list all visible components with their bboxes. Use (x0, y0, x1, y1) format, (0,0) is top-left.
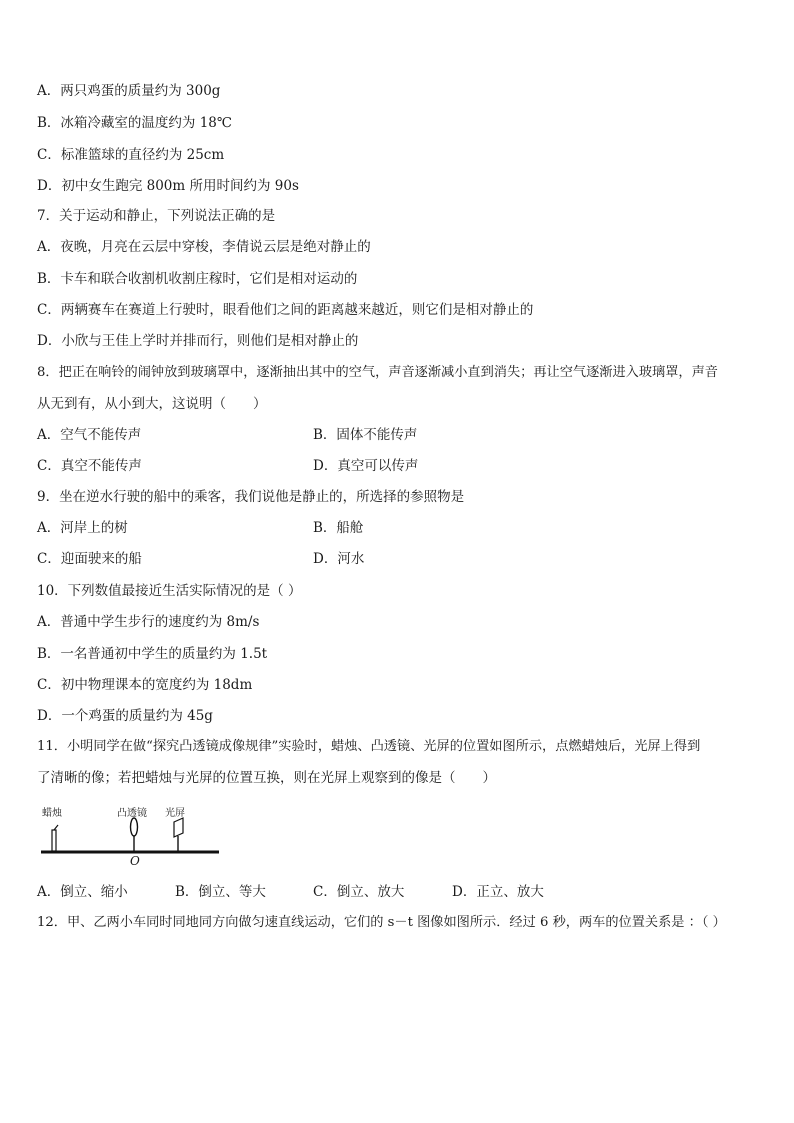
q10-option-a: A．普通中学生步行的速度约为 8m/s (37, 614, 260, 630)
q6-option-b: B．冰箱冷藏室的温度约为 18℃ (37, 115, 232, 131)
candle-flame-icon (54, 825, 58, 830)
q10-stem: 10．下列数值最接近生活实际情况的是（ ） (37, 583, 302, 599)
q6-option-d: D．初中女生跑完 800m 所用时间约为 90s (37, 178, 299, 194)
q9-option-d: D．河水 (313, 551, 365, 567)
q12-stem: 12．甲、乙两小车同时同地同方向做匀速直线运动，它们的 s－t 图像如图所示．经过 6 秒，两车的位置关系是 ：（ ） (37, 915, 726, 930)
q7-option-d: D．小欣与王佳上学时并排而行，则他们是相对静止的 (37, 333, 359, 349)
q7-stem: 7．关于运动和静止，下列说法正确的是 (37, 208, 276, 224)
q10-option-c: C．初中物理课本的宽度约为 18dm (37, 677, 253, 693)
q8-option-b: B．固体不能传声 (313, 427, 418, 443)
q9-option-b: B．船舱 (313, 520, 364, 536)
q9-option-c: C．迎面驶来的船 (37, 551, 142, 567)
candle-label: 蜡烛 (42, 808, 62, 819)
q10-option-b: B．一名普通初中学生的质量约为 1.5t (37, 646, 268, 662)
q8-stem-line1: 8．把正在响铃的闹钟放到玻璃罩中，逐渐抽出其中的空气，声音逐渐减小直到消失；再让空气逐渐进入玻璃罩，声音 (37, 365, 718, 380)
optical-bench-diagram (37, 800, 227, 870)
q7-option-a: A．夜晚，月亮在云层中穿梭，李倩说云层是绝对静止的 (37, 239, 371, 255)
q11-option-b: B．倒立、等大 (175, 884, 266, 900)
q10-option-d: D．一个鸡蛋的质量约为 45g (37, 708, 213, 724)
q6-option-c: C．标准篮球的直径约为 25cm (37, 147, 225, 163)
q8-stem-line2: 从无到有，从小到大，这说明（ ） (37, 396, 267, 412)
q11-stem-line2: 了清晰的像；若把蜡烛与光屏的位置互换，则在光屏上观察到的像是（ ） (37, 770, 496, 786)
q11-option-c: C．倒立、放大 (313, 884, 405, 900)
candle-icon (52, 830, 56, 851)
screen-label: 光屏 (165, 808, 185, 819)
q11-option-a: A．倒立、缩小 (37, 884, 128, 900)
q11-option-d: D．正立、放大 (452, 884, 544, 900)
q8-option-a: A．空气不能传声 (37, 427, 142, 443)
q8-option-d: D．真空可以传声 (313, 458, 419, 474)
q9-stem: 9．坐在逆水行驶的船中的乘客，我们说他是静止的，所选择的参照物是 (37, 489, 465, 505)
convex-lens-icon (131, 818, 138, 836)
q7-option-b: B．卡车和联合收割机收割庄稼时，它们是相对运动的 (37, 271, 358, 287)
lens-label: 凸透镜 (117, 808, 147, 819)
origin-o-label: O (130, 854, 140, 868)
q9-option-a: A．河岸上的树 (37, 520, 128, 536)
light-screen-icon (174, 818, 183, 837)
q7-option-c: C．两辆赛车在赛道上行驶时，眼看他们之间的距离越来越近，则它们是相对静止的 (37, 302, 534, 318)
q6-option-a: A．两只鸡蛋的质量约为 300g (37, 83, 221, 99)
q8-option-c: C．真空不能传声 (37, 458, 142, 474)
q11-stem-line1: 11．小明同学在做“探究凸透镜成像规律”实验时，蜡烛、凸透镜、光屏的位置如图所示，点燃蜡烛后，光屏上得到 (37, 739, 701, 754)
